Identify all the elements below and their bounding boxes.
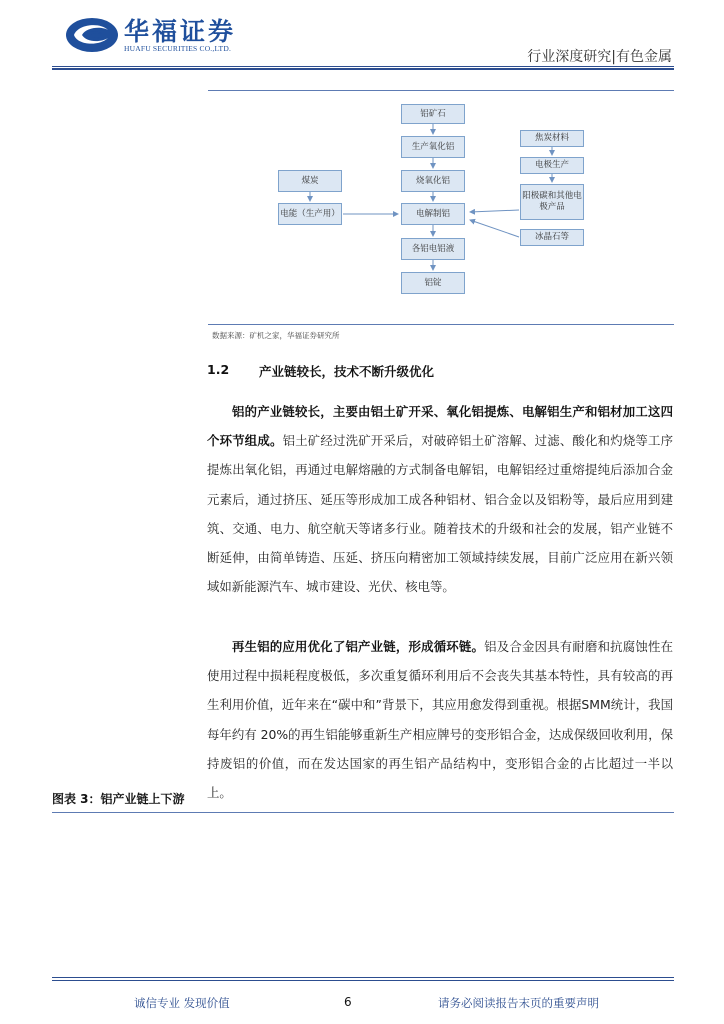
paragraph-2-body: 铝及合金因具有耐磨和抗腐蚀性在使用过程中损耗程度极低，多次重复循环利用后不会丧失其基本特性，具有较高的再生利用价值，近年来在“碳中和”背景下，其应用愈发得到重视。根据SMM统计，我国每年约有 20%的再生铝能够重新生产相应牌号的变形铝合金，达成保级回收利用，保持废铝的价值，而在发达国家的再生铝产品结构中，变形铝合金的占比超过一半以上。 [207,639,674,801]
node-aluminum-products: 各铝电铝液 [401,238,465,260]
paragraph-industry-chain [207,397,673,601]
header-divider [52,66,674,67]
paragraph-1-body: 铝土矿经过洗矿开采后，对破碎铝土矿溶解、过滤、酸化和灼烧等工序提炼出氧化铝，再通过电解熔融的方式制备电解铝，电解铝经过重熔提纯后添加合金元素后，通过挤压、延压等形成加工成各种铝材、铝合金以及铝粉等，最后应用到建筑、交通、电力、航空航天等诸多行业。随着技术的升级和社会的发展，铝产业链不断延伸，由简单铸造、压延、挤压向精密加工领域持续发展，目前广泛应用在新兴领域如新能源汽车、城市建设、光伏、核电等。 [207,433,674,595]
node-coal: 煤炭 [278,170,342,192]
logo-text-cn: 华福证券 [124,17,237,46]
node-power: 电能（生产用） [278,203,342,225]
node-raw-alumina: 烧氧化铝 [401,170,465,192]
logo-text-en: HUAFU SECURITIES CO.,LTD. [124,44,232,53]
figure-top-rule [208,90,674,91]
paragraph-recycled-aluminum [207,632,673,807]
arrow-anodeprod-electrolysis [470,210,519,212]
node-petcoke: 焦炭材料 [520,130,584,147]
footer-slogan: 诚信专业 发现价值 [134,996,230,1010]
footer-divider [52,977,674,978]
figure-bottom-rule [208,324,674,325]
node-bauxite: 铝矿石 [401,104,465,124]
chart-caption: 图表 3：铝产业链上下游 [52,792,185,806]
node-cryolite: 冰晶石等 [520,229,584,246]
header-divider-thick [52,68,674,70]
node-alumina-production: 生产氧化铝 [401,136,465,158]
arrow-cryolite-electrolysis [470,220,519,237]
node-anode-production: 电极生产 [520,157,584,174]
logo-icon [64,16,120,54]
figure-source-note: 数据来源：矿机之家，华福证券研究所 [212,331,340,340]
paragraph-1-lead: 铝的产业链较长，主要由铝土矿开采、氧化铝提炼、电解铝生产和铝材加工这四个环节组成。 [207,404,673,449]
report-category: 行业深度研究|有色金属 [527,49,672,65]
footer-divider-2 [52,980,674,981]
node-anode-products: 阳极碳和其他电极产品 [520,184,584,220]
page-number: 6 [344,995,352,1009]
section-title: 产业链较长，技术不断升级优化 [259,364,435,379]
node-ingot: 铝锭 [401,272,465,294]
chart-caption-rule [52,812,674,813]
footer-disclaimer: 请务必阅读报告末页的重要声明 [438,996,599,1010]
paragraph-2-lead: 再生铝的应用优化了铝产业链，形成循环链。 [232,639,485,654]
section-number: 1.2 [207,362,230,377]
node-electrolysis: 电解制铝 [401,203,465,225]
